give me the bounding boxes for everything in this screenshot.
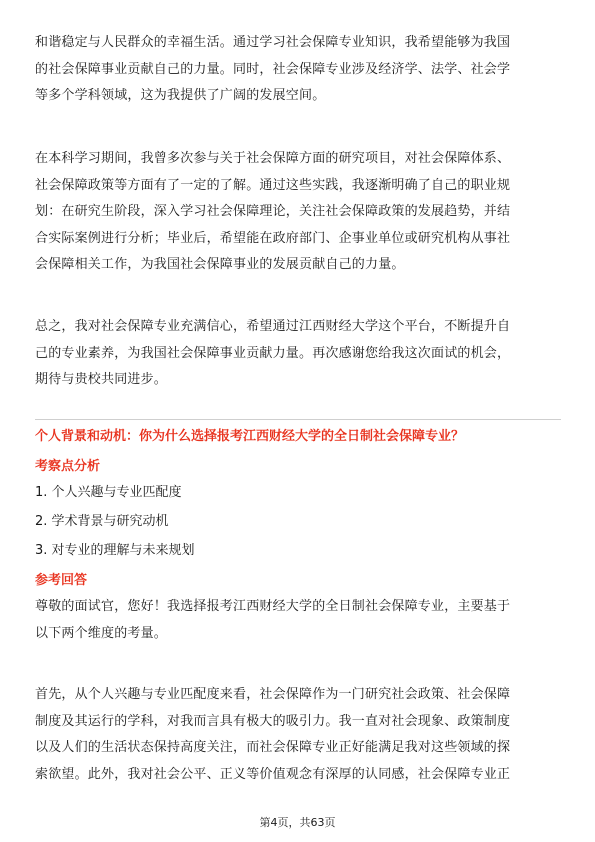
text-line: 划：在研究生阶段，深入学习社会保障理论，关注社会保障政策的发展趋势，并结: [35, 204, 511, 219]
text-line: 制度及其运行的学科，对我而言具有极大的吸引力。我一直对社会现象、政策制度: [35, 713, 511, 729]
text-line: 期待与贵校共同进步。: [35, 372, 168, 387]
analysis-item: 3. 对专业的理解与未来规划: [35, 543, 195, 558]
text-line: 尊敬的面试官，您好！我选择报考江西财经大学的全日制社会保障专业，主要基于: [35, 599, 511, 614]
paragraph-2: [35, 146, 561, 279]
text-line: 索欲望。此外，我对社会公平、正义等价值观念有深厚的认同感，社会保障专业正: [35, 766, 511, 782]
question-heading: 个人背景和动机：你为什么选择报考江西财经大学的全日制社会保障专业？: [35, 429, 465, 444]
text-line: 的社会保障事业贡献自己的力量。同时，社会保障专业涉及经济学、法学、社会学: [35, 61, 511, 77]
text-line: 己的专业素养，为我国社会保障事业贡献力量。再次感谢您给我这次面试的机会，: [35, 345, 511, 361]
text-line: 首先，从个人兴趣与专业匹配度来看，社会保障作为一门研究社会政策、社会保障: [35, 687, 511, 702]
text-line: 以下两个维度的考量。: [35, 625, 168, 641]
text-line: 等多个学科领域，这为我提供了广阔的发展空间。: [35, 88, 326, 103]
text-line: 和谐稳定与人民群众的幸福生活。通过学习社会保障专业知识，我希望能够为我国: [35, 35, 511, 50]
text-line: 合实际案例进行分析；毕业后，希望能在政府部门、企事业单位或研究机构从事社: [35, 230, 511, 246]
analysis-item: 2. 学术背景与研究动机: [35, 514, 169, 529]
text-line: 会保障相关工作，为我国社会保障事业的发展贡献自己的力量。: [35, 257, 405, 272]
text-line: 以及人们的生活状态保持高度关注，而社会保障专业正好能满足我对这些领域的探: [35, 740, 511, 755]
text-line: 社会保障政策等方面有了一定的了解。通过这些实践，我逐渐明确了自己的职业规: [35, 177, 511, 193]
text-line: 在本科学习期间，我曾多次参与关于社会保障方面的研究项目，对社会保障体系、: [35, 151, 511, 166]
page-footer: 第4页，共63页: [259, 816, 336, 829]
answer-heading: 参考回答: [35, 573, 88, 588]
paragraph-4: [35, 594, 561, 647]
paragraph-3: [35, 314, 561, 394]
text-line: 总之，我对社会保障专业充满信心，希望通过江西财经大学这个平台，不断提升自: [35, 319, 511, 334]
paragraph-5: [35, 682, 561, 788]
analysis-item: 1. 个人兴趣与专业匹配度: [35, 485, 182, 500]
section-divider: [35, 419, 561, 420]
analysis-heading: 考察点分析: [35, 459, 101, 474]
paragraph-1: [35, 30, 561, 110]
